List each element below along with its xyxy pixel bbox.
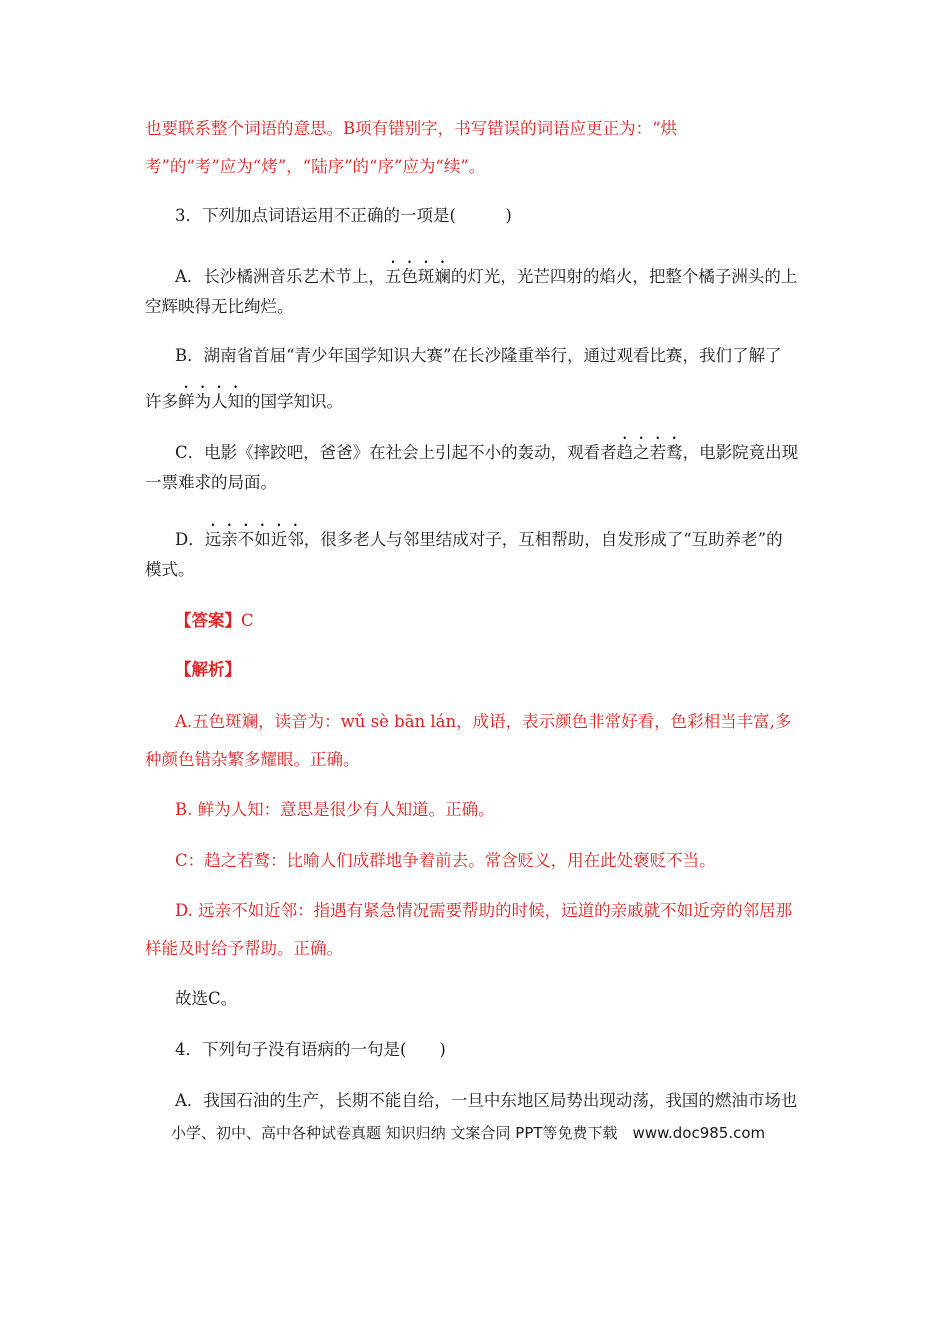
answer-line	[175, 610, 810, 632]
option-b-line-1: B．湖南省首届“青少年国学知识大赛”在长沙隆重举行，通过观看比赛，我们了解了	[175, 346, 782, 365]
footer-banner: 小学、初中、高中各种试卷真题 知识归纳 文案合同 PPT等免费下载 www.doc985.com	[171, 1124, 766, 1142]
analysis-c: C：趋之若鹜：比喻人们成群地争着前去。常含贬义，用在此处褒贬不当。	[175, 851, 716, 870]
question-4-stem: 4．下列句子没有语病的一句是( )	[175, 1040, 446, 1059]
question-3-stem: 3．下列加点词语运用不正确的一项是( )	[175, 206, 512, 225]
option-d-line-1	[175, 521, 810, 551]
option-c-text: C．电影《摔跤吧，爸爸》在社会上引起不小的轰动，观看者	[175, 443, 617, 462]
analysis-d-line-1: D. 远亲不如近邻：指遇有紧急情况需要帮助的时候，远道的亲戚就不如近旁的邻居那	[175, 901, 793, 920]
option-c-dotted-word: 趋之若鹜	[616, 443, 683, 462]
option-b-text-cont: 的国学知识。	[244, 392, 343, 411]
question-4-option-a-line-1: A．我国石油的生产，长期不能自给，一旦中东地区局势出现动荡，我国的燃油市场也	[175, 1091, 798, 1110]
conclusion: 故选C。	[175, 989, 238, 1008]
option-a-text-cont: 的灯光，光芒四射的焰火，把整个橘子洲头的上	[450, 267, 798, 286]
option-d-text-cont: ，很多老人与邻里结成对子，互相帮助，自发形成了“互助养老”的	[303, 530, 783, 549]
option-c-text-cont: ，电影院竟出现	[682, 443, 799, 462]
option-c-line-1	[175, 434, 810, 464]
analysis-b: B. 鲜为人知：意思是很少有人知道。正确。	[175, 800, 495, 819]
option-b-text: 许多	[145, 392, 178, 411]
analysis-label: 【解析】	[175, 660, 241, 679]
analysis-a-line-2: 种颜色错杂繁多耀眼。正确。	[145, 750, 360, 769]
option-a-dotted-word: 五色斑斓	[384, 267, 451, 286]
analysis-d-line-2: 样能及时给予帮助。正确。	[145, 939, 343, 958]
prev-analysis-line-2: 考”的“考”应为“烤”，“陆序”的“序”应为“续”。	[145, 157, 486, 176]
answer-value: C	[241, 611, 254, 630]
option-b-line-2	[145, 383, 810, 413]
prev-analysis-line-1: 也要联系整个词语的意思。B项有错别字，书写错误的词语应更正为：“烘	[145, 119, 678, 138]
option-a-text: A．长沙橘洲音乐艺术节上，	[175, 267, 385, 286]
option-d-line-2: 模式。	[145, 560, 195, 579]
option-a-line-2: 空辉映得无比绚烂。	[145, 297, 294, 316]
option-c-line-2: 一票难求的局面。	[145, 473, 277, 492]
option-d-text: D．	[175, 530, 205, 549]
option-a-line-1	[175, 258, 810, 288]
option-b-dotted-word: 鲜为人知	[178, 392, 244, 411]
answer-label: 【答案】	[175, 611, 241, 630]
option-d-dotted-word: 远亲不如近邻	[204, 530, 304, 549]
analysis-a-line-1: A.五色斑斓，读音为：wǔ sè bān lán，成语，表示颜色非常好看，色彩相当丰富,多	[175, 712, 792, 731]
